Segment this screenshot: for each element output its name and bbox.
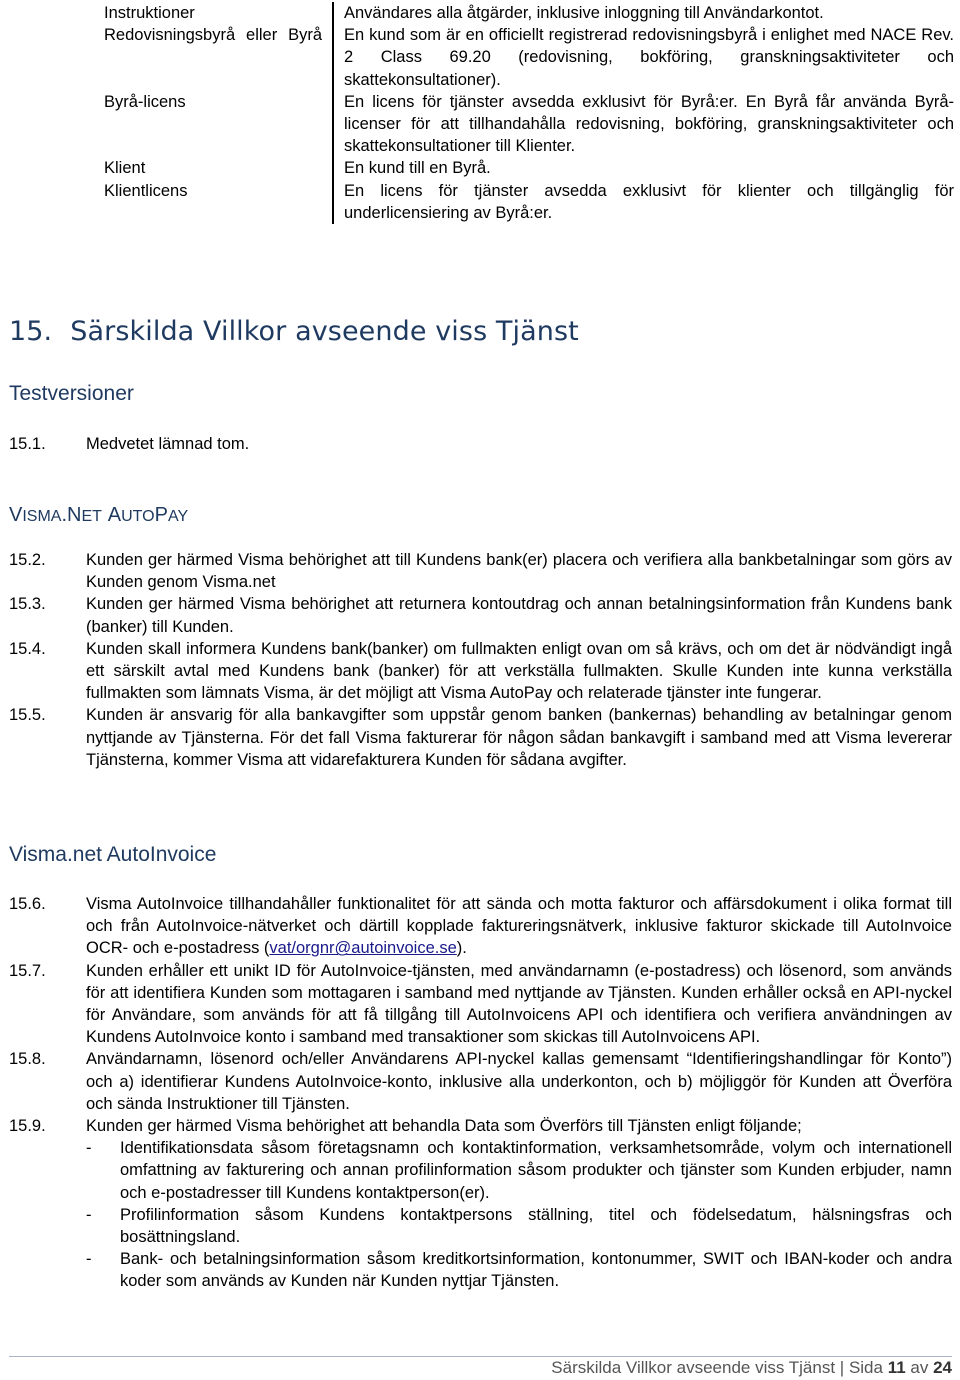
clause-number: 15.8. — [9, 1050, 46, 1069]
bullet-dash: - — [86, 1250, 92, 1269]
clause — [9, 893, 952, 960]
section-heading — [9, 316, 579, 347]
page-footer: Särskilda Villkor avseende viss Tjänst | Sida 11 av 24 — [551, 1358, 952, 1377]
clause-text: Kunden ger härmed Visma behörighet att returnera kontoutdrag och annan betalningsinformation från Kundens bank (banker) till Kunden. — [86, 595, 952, 636]
clause-text: Kunden erhåller ett unikt ID för AutoInvoice-tjänsten, med användarnamn (e-postadress) och lösenord, som används för att identifiera Kunden som mottagaren i samband med nyttjande av Tjänsten. Kunden erhåller också en API-nyckel för Användare, som används för att få tillgång till AutoInvoicens API och identifiera och verifiera användningen av Kundens AutoInvoice konto i samband med transaktioner som skickas till AutoInvoicens API. — [86, 961, 952, 1047]
definition-term: Byrå-licens — [104, 92, 186, 111]
items-test — [9, 433, 952, 455]
items-autopay — [9, 549, 952, 771]
definition-description: En licens för tjänster avsedda exklusivt för klienter och tillgänglig för underlicensiering av Byrå:er. — [332, 180, 954, 224]
clause-number: 15.9. — [9, 1117, 46, 1136]
clause — [9, 638, 952, 705]
items-autoinvoice — [9, 893, 952, 1293]
definition-row — [104, 157, 954, 179]
clause-number: 15.7. — [9, 961, 46, 980]
clause-text: Kunden är ansvarig för alla bankavgifter som uppstår genom banken (bankernas) behandling av betalningar genom nyttjande av Tjänsterna. För det fall Visma fakturerar för någon sådan bankavgift i samband med att Visma levererar Tjänsterna, kommer Visma att vidarefakturera Kunden för sådana avgifter. — [86, 706, 952, 769]
section-title: Särskilda Villkor avseende viss Tjänst — [70, 316, 579, 347]
subheading-autoinvoice: Visma.net AutoInvoice — [9, 843, 217, 866]
clause-text: Användarnamn, lösenord och/eller Användarens API-nyckel kallas gemensamt “Identifieringshandlingar för Konto”) och a) identifierar Kundens AutoInvoice-konto, inklusive alla underkonton, och b) möjliggör för Kunden att Överföra och sända Instruktioner till Tjänsten. — [86, 1050, 952, 1113]
footer-title: Särskilda Villkor avseende viss Tjänst — [551, 1358, 836, 1377]
definition-row — [104, 180, 954, 224]
clause — [9, 433, 952, 455]
bullet-dash: - — [86, 1205, 92, 1224]
definition-term: Klientlicens — [104, 181, 188, 200]
definition-description: En kund till en Byrå. — [332, 157, 954, 179]
bullet-item — [86, 1248, 952, 1292]
clause-text: Medvetet lämnad tom. — [86, 435, 250, 453]
bullet-item — [86, 1137, 952, 1204]
definition-term: Redovisningsbyrå eller Byrå — [104, 26, 322, 45]
clause — [9, 1115, 952, 1293]
definition-term: Instruktioner — [104, 4, 195, 22]
definition-description: En licens för tjänster avsedda exklusivt för Byrå:er. En Byrå får använda Byrå-licenser för att tillhandahålla redovisning, bokföring, granskningsaktiviteter och skattekonsultationer till Klienter. — [332, 91, 954, 158]
section-number: 15. — [9, 316, 53, 347]
clause-text: Kunden skall informera Kundens bank(banker) om fullmakten enligt ovan om så krävs, och om det är nödvändigt ingå ett särskilt avtal med Kundens bank (banker) för att verkställa fullmakten. Skulle Kunden inte kunna verkställa fullmakten som lämnats Visma, är det möjligt att Visma AutoPay och relaterade tjänster inte fungerar. — [86, 639, 952, 703]
definition-description: Användares alla åtgärder, inklusive inloggning till Användarkontot. — [332, 2, 954, 24]
clause — [9, 549, 952, 593]
clause — [9, 704, 952, 771]
definition-row — [104, 91, 954, 158]
footer-divider — [9, 1356, 952, 1357]
email-link[interactable]: vat/orgnr@autoinvoice.se — [269, 939, 457, 958]
bullet-text: Identifikationsdata såsom företagsnamn och kontaktinformation, verksamhetsområde, volym och internationell omfattning av fakturering och annan profilinformation såsom produkter och tjänster som Kunden erbjuder, namn och e-postadresser till Kundens kontaktperson(er). — [120, 1139, 952, 1202]
definition-row — [104, 2, 954, 24]
clause-number: 15.3. — [9, 595, 46, 614]
clause — [9, 960, 952, 1049]
clause-number: 15.6. — [9, 895, 46, 913]
bullet-dash: - — [86, 1139, 92, 1158]
clause-text: Visma AutoInvoice tillhandahåller funktionalitet för att sända och motta fakturor och affärsdokument i olika format till och från AutoInvoice-nätverket och därtill kopplade faktureringsnätverk, inklusive fakturor skickade till AutoInvoice OCR- och e-postadress (vat/orgnr@autoinvoice.se). — [86, 895, 952, 958]
bullet-item — [86, 1204, 952, 1248]
clause-text: Kunden ger härmed Visma behörighet att till Kundens bank(er) placera och verifiera alla bankbetalningar som görs av Kunden genom Visma.net — [86, 551, 952, 592]
clause — [9, 1048, 952, 1115]
definition-row — [104, 24, 954, 91]
subheading-testversioner: Testversioner — [9, 382, 134, 405]
clause-intro: Kunden ger härmed Visma behörighet att behandla Data som Överförs till Tjänsten enligt följande; — [86, 1117, 802, 1136]
bullet-text: Profilinformation såsom Kundens kontaktpersons ställning, titel och födelsedatum, hälsningsfras och bosättningsland. — [120, 1205, 952, 1247]
clause-number: 15.2. — [9, 551, 46, 569]
definition-term: Klient — [104, 159, 146, 178]
clause-text — [86, 1115, 952, 1293]
bullet-text: Bank- och betalningsinformation såsom kreditkortsinformation, kontonummer, SWIT och IBAN-koder och andra koder som används av Kunden när Kunden nyttjar Tjänsten. — [120, 1250, 952, 1291]
clause-number: 15.5. — [9, 706, 46, 725]
clause-number: 15.4. — [9, 639, 46, 658]
definitions-table — [104, 2, 954, 224]
clause — [9, 593, 952, 637]
definition-description: En kund som är en officiellt registrerad redovisningsbyrå i enlighet med NACE Rev. 2 Class 69.20 (redovisning, bokföring, granskningsaktiviteter och skattekonsultationer). — [332, 24, 954, 91]
page-number: 11 — [887, 1358, 906, 1377]
subheading-autopay: VISMA.NET AUTOPAY — [9, 504, 189, 526]
page-total: 24 — [933, 1358, 952, 1377]
clause-number: 15.1. — [9, 435, 46, 453]
